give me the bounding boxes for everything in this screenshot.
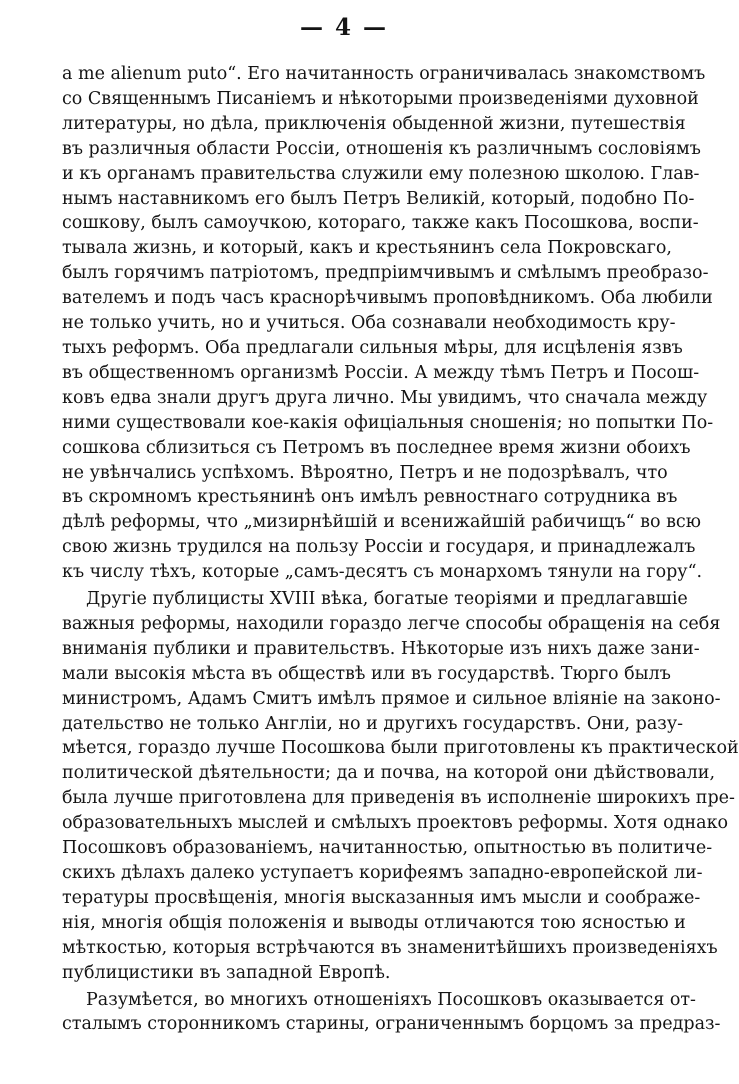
text-line: публицистики въ западной Европѣ. <box>62 962 391 983</box>
text-line: въ различныя области Россіи, отношенія къ различнымъ сословіямъ <box>62 138 701 159</box>
text-line: дѣлѣ реформы, что „мизирнѣйшій и всенижайшій рабичищъ“ во всю <box>62 512 701 533</box>
text-line: нія, многія общія положенія и выводы отличаются тою ясностью и <box>62 912 686 933</box>
paragraph <box>62 62 714 585</box>
text-line: сошкову, былъ самоучкою, котораго, также какъ Посошкова, воспи- <box>62 213 699 234</box>
paragraph <box>62 988 721 1038</box>
text-line: не увѣнчались успѣхомъ. Вѣроятно, Петръ и не подозрѣвалъ, что <box>62 462 668 483</box>
text-line: дательство не только Англіи, но и другихъ государствъ. Они, разу- <box>62 713 684 734</box>
text-line: мѣется, гораздо лучше Посошкова были приготовлены къ практической <box>62 738 739 759</box>
text-line: въ общественномъ организмѣ Россіи. А между тѣмъ Петръ и Посош- <box>62 362 700 383</box>
text-line: была лучше приготовлена для приведенія въ исполненіе широкихъ пре- <box>62 788 735 809</box>
text-line: литературы, но дѣла, приключенія обыденной жизни, путешествія <box>62 113 686 134</box>
text-line: мали высокія мѣста въ обществѣ или въ государствѣ. Тюрго былъ <box>62 663 671 684</box>
text-line: образовательныхъ мыслей и смѣлыхъ проектовъ реформы. Хотя однако <box>62 813 729 834</box>
text-line: свою жизнь трудился на пользу Россіи и государя, и принадлежалъ <box>62 537 696 558</box>
page-number: — 4 — <box>299 14 389 41</box>
text-line: тыхъ реформъ. Оба предлагали сильныя мѣры, для исцѣленія язвъ <box>62 337 683 358</box>
text-line: a me alienum puto“. Его начитанность ограничивалась знакомствомъ <box>62 64 706 84</box>
body-text <box>62 62 739 1037</box>
text-line: былъ горячимъ патріотомъ, предпріимчивымъ и смѣлымъ преобразо- <box>62 263 709 284</box>
text-line: не только учить, но и учиться. Оба сознавали необходимость кру- <box>62 313 676 334</box>
text-line: со Священнымъ Писаніемъ и нѣкоторыми произведеніями духовной <box>62 88 699 109</box>
text-line: вниманія публики и правительствъ. Нѣкоторые изъ нихъ даже зани- <box>62 638 700 659</box>
paragraph <box>62 587 739 986</box>
text-line: нымъ наставникомъ его былъ Петръ Великій, который, подобно По- <box>62 188 695 209</box>
text-line: скихъ дѣлахъ далеко уступаетъ корифеямъ западно-европейской ли- <box>62 863 703 883</box>
text-line: ковъ едва знали другъ друга лично. Мы увидимъ, что сначала между <box>62 387 708 408</box>
text-line: къ числу тѣхъ, которые „самъ-десятъ съ монархомъ тянули на гору“. <box>62 562 703 583</box>
text-line: министромъ, Адамъ Смитъ имѣлъ прямое и сильное вліяніе на законо- <box>62 688 721 709</box>
text-line: Разумѣется, во многихъ отношеніяхъ Посошковъ оказывается от- <box>86 989 696 1010</box>
text-line: Другіе публицисты XVIII вѣка, богатые теоріями и предлагавшіе <box>86 589 688 610</box>
text-line: политической дѣятельности; да и почва, на которой они дѣйствовали, <box>62 763 716 784</box>
text-line: мѣткостью, которыя встрѣчаются въ знаменитѣйшихъ произведеніяхъ <box>62 937 718 958</box>
text-line: въ скромномъ крестьянинѣ онъ имѣлъ ревностнаго сотрудника въ <box>62 487 678 508</box>
text-line: важныя реформы, находили гораздо легче способы обращенія на себя <box>62 613 721 634</box>
text-line: и къ органамъ правительства служили ему полезною школою. Глав- <box>62 163 700 184</box>
text-line: тывала жизнь, и который, какъ и крестьянинъ села Покровскаго, <box>62 238 672 259</box>
text-line: сталымъ сторонникомъ старины, ограниченнымъ борцомъ за предраз- <box>62 1014 721 1035</box>
text-line: ними существовали кое-какія офиціальныя сношенія; но попытки По- <box>62 412 714 433</box>
text-line: вателемъ и подъ часъ краснорѣчивымъ проповѣдникомъ. Оба любили <box>62 288 713 309</box>
text-line: Посошковъ образованіемъ, начитанностью, опытностью въ политиче- <box>62 838 713 859</box>
text-line: сошкова сблизиться съ Петромъ въ последнее время жизни обоихъ <box>62 437 691 458</box>
text-line: тературы просвѣщенія, многія высказанныя имъ мысли и соображе- <box>62 887 701 908</box>
